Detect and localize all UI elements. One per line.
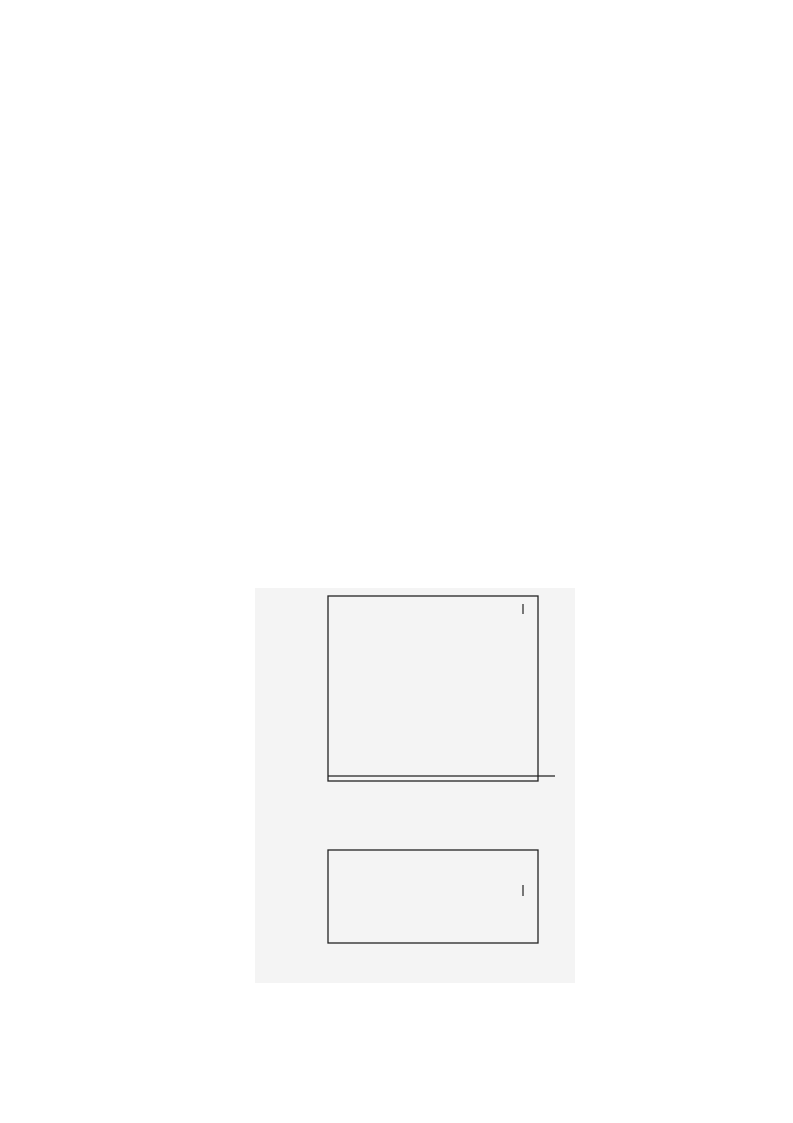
figure-2-1 bbox=[255, 588, 575, 983]
